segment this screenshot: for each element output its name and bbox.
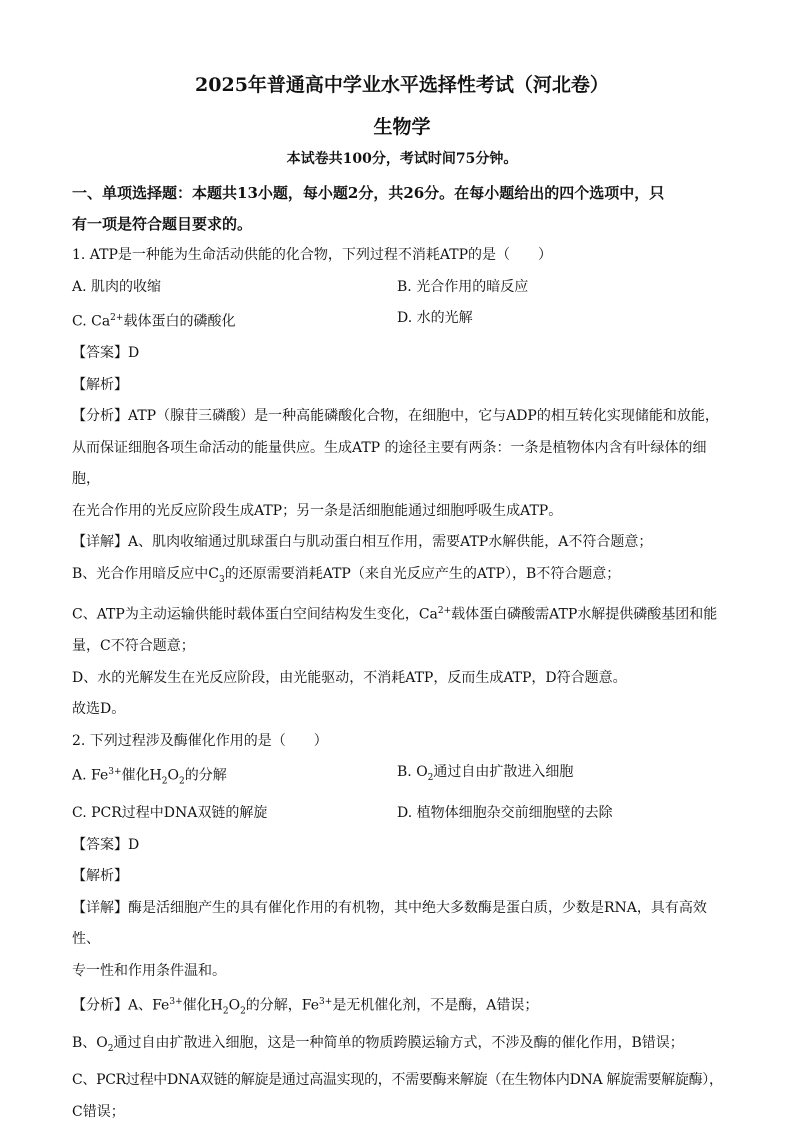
q1-detail-b-sub: 3 [219,574,225,585]
q2-detail-b-sub: 2 [107,1043,114,1054]
q2-option-a-p1: A. Fe [72,767,109,784]
q2-option-d: D. 植物体细胞杂交前细胞壁的去除 [397,805,613,822]
q2-fenxi-a-p3: O [228,997,241,1014]
question-1-stem: 1. ATP是一种能为生命活动供能的化合物，下列过程不消耗ATP的是（ ） [72,247,553,263]
question-2-stem: 2. 下列过程涉及酶催化作用的是（ ） [72,732,328,749]
q1-detail-c-suffix: 载体蛋白磷酸需ATP水解提供磷酸基团和能 [451,606,718,623]
q2-detail-line2: 专一性和作用条件温和。 [72,962,226,979]
q2-option-a [72,757,397,798]
q2-detail-c-line2: C错误； [72,1103,125,1120]
question-2-options-row2 [72,798,732,830]
q1-detail-c-sup: 2+ [437,605,452,616]
q2-fenxi-a-p4: 的分解，Fe [245,997,320,1014]
exam-info: 本试卷共100分，考试时间75分钟。 [286,151,518,167]
q1-detail-b-prefix: B、光合作用暗反应中C [72,565,219,582]
q1-detail-a: 【详解】A、肌肉收缩通过肌球蛋白与肌动蛋白相互作用，需要ATP水解供能，A不符合题意； [72,534,653,551]
q1-detail-b-suffix: 的还原需要消耗ATP（来自光反应产生的ATP），B不符合题意； [224,565,621,582]
q2-option-a-sub1: 2 [161,776,168,787]
q2-detail-line1: 【详解】酶是活细胞产生的具有催化作用的有机物，其中绝大多数酶是蛋白质，少数是RNA，具有高效性、 [72,899,707,948]
q1-fenxi-line1: 【分析】ATP（腺苷三磷酸）是一种高能磷酸化合物，在细胞中，它与ADP的相互转化实现储能和放能， [72,408,719,425]
q1-fenxi-line2: 从而保证细胞各项生命活动的能量供应。生成ATP 的途径主要有两条：一条是植物体内含有叶绿体的细胞， [72,439,707,488]
q2-option-a-p2: 催化H [121,767,162,784]
question-1-options-row1 [72,272,732,304]
q2-option-c: C. PCR过程中DNA双链的解旋 [72,805,268,822]
q2-option-b-p2: 通过自由扩散进入细胞 [433,764,574,781]
q2-option-a-sup: 3+ [108,767,122,778]
q2-fenxi-a-sub2: 2 [240,1006,246,1017]
q2-fenxi-a-p1: 【分析】A、Fe [72,997,170,1014]
q2-detail-b-p2: 通过自由扩散进入细胞，这是一种简单的物质跨膜运输方式，不涉及酶的催化作用，B错误； [113,1035,684,1052]
question-2-options-row1 [72,757,732,798]
q1-detail-c-line2: 量，C不符合题意； [72,638,195,655]
q2-detail-b-p1: B、O [72,1035,108,1052]
q2-fenxi-a-p2: 催化H [182,997,223,1014]
q1-option-c-text: C. Ca [72,313,111,330]
q1-option-c-sup: 2+ [110,313,124,323]
q1-option-c [72,303,397,338]
q1-option-d: D. 水的光解 [397,310,473,326]
q2-fenxi-a-sup2: 3+ [319,997,333,1008]
q1-detail-c-prefix: C、ATP为主动运输供能时载体蛋白空间结构发生变化，Ca [72,606,438,623]
q1-option-b: B. 光合作用的暗反应 [397,278,529,295]
q1-detail-b [72,559,732,596]
subject-title: 生物学 [373,116,431,138]
exam-title: 2025年普通高中学业水平选择性考试（河北卷） [195,74,609,96]
section-heading-line1: 一、单项选择题：本题共13小题，每小题2分，共26分。在每小题给出的四个选项中，只 [72,184,665,202]
q2-fenxi-a-sub1: 2 [222,1006,229,1017]
q2-option-b-p1: B. O [397,764,428,781]
section-heading-line2: 有一项是符合题目要求的。 [72,215,253,233]
q2-analysis-label: 【解析】 [72,868,128,885]
q1-answer: 【答案】D [72,345,140,362]
q2-option-b-sub: 2 [427,772,434,783]
q2-fenxi-a-sup1: 3+ [169,997,183,1008]
q1-option-c-suffix: 载体蛋白的磷酸化 [123,313,236,330]
q2-answer: 【答案】D [72,836,140,853]
q2-detail-b [72,1028,732,1065]
q2-option-a-sub2: 2 [178,776,185,787]
q2-option-a-p3: O [167,767,179,784]
q2-option-b [397,757,722,798]
q1-detail-c-line1 [72,596,732,631]
q1-analysis-label: 【解析】 [72,376,128,393]
q2-fenxi-a [72,987,732,1028]
q2-detail-c-line1: C、PCR过程中DNA双链的解旋是通过高温实现的，不需要酶来解旋（在生物体内DNA 解旋需要解旋酶）， [72,1072,723,1089]
q1-option-a: A. 肌肉的收缩 [72,278,162,295]
q2-option-a-p4: 的分解 [184,767,227,784]
q1-detail-d: D、水的光解发生在光反应阶段，由光能驱动，不消耗ATP，反而生成ATP，D符合题意。 [72,669,627,686]
question-1-options-row2 [72,303,732,338]
q1-fenxi-line3: 在光合作用的光反应阶段生成ATP；另一条是活细胞能通过细胞呼吸生成ATP。 [72,502,563,519]
q1-conclusion: 故选D。 [72,701,126,718]
q2-fenxi-a-p5: 是无机催化剂，不是酶，A错误； [332,997,539,1014]
